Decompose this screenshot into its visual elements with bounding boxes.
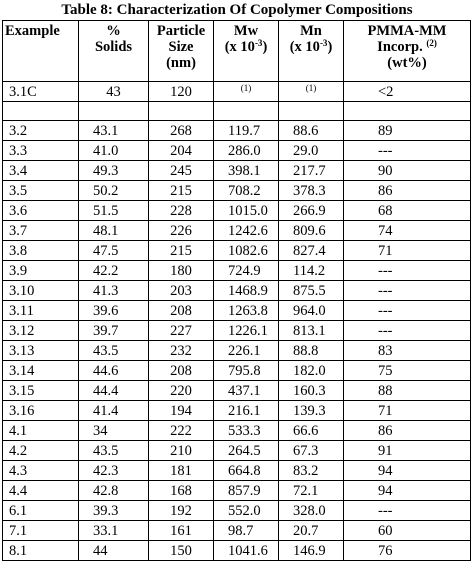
cell-particle-size: 208 <box>149 301 214 321</box>
table-row <box>3 201 471 221</box>
table-row <box>3 241 471 261</box>
cell-particle-size: 120 <box>149 82 214 102</box>
cell-mw: 1082.6 <box>214 241 279 261</box>
cell-solids: 47.5 <box>79 241 149 261</box>
cell-mn <box>279 82 344 102</box>
cell-particle-size: 220 <box>149 381 214 401</box>
cell-pmma-incorp: --- <box>344 141 471 161</box>
cell-solids: 34 <box>79 421 149 441</box>
table-row <box>3 121 471 141</box>
cell-pmma-incorp: --- <box>344 301 471 321</box>
cell-pmma-incorp: 75 <box>344 361 471 381</box>
table-row <box>3 541 471 561</box>
cell-mn: 217.7 <box>279 161 344 181</box>
cell-solids: 49.3 <box>79 161 149 181</box>
cell-mn: 66.6 <box>279 421 344 441</box>
cell-pmma-incorp: --- <box>344 261 471 281</box>
table-row <box>3 301 471 321</box>
cell-solids: 39.6 <box>79 301 149 321</box>
cell-particle-size: 228 <box>149 201 214 221</box>
cell-particle-size: 210 <box>149 441 214 461</box>
table-row <box>3 341 471 361</box>
cell-pmma-incorp: 76 <box>344 541 471 561</box>
copolymer-table <box>2 20 471 561</box>
cell-example: 6.1 <box>3 501 79 521</box>
cell-solids: 44.4 <box>79 381 149 401</box>
cell-solids: 43.5 <box>79 341 149 361</box>
cell-example: 7.1 <box>3 521 79 541</box>
footnote-1-mw: (1) <box>240 82 252 93</box>
cell-example: 4.1 <box>3 421 79 441</box>
cell-example: 3.16 <box>3 401 79 421</box>
cell-mw: 1041.6 <box>214 541 279 561</box>
cell-example: 3.9 <box>3 261 79 281</box>
cell-mw: 1226.1 <box>214 321 279 341</box>
table-row <box>3 281 471 301</box>
cell-particle-size: 215 <box>149 241 214 261</box>
cell-particle-size: 208 <box>149 361 214 381</box>
cell-mn: 88.6 <box>279 121 344 141</box>
cell-mn: 20.7 <box>279 521 344 541</box>
table-row <box>3 161 471 181</box>
footnote-1-mn: (1) <box>305 82 317 93</box>
cell-mn: 827.4 <box>279 241 344 261</box>
cell-pmma-incorp: 83 <box>344 341 471 361</box>
cell-particle-size: 168 <box>149 481 214 501</box>
cell-mn: 813.1 <box>279 321 344 341</box>
cell-example: 3.4 <box>3 161 79 181</box>
table-title: Table 8: Characterization Of Copolymer Compositions <box>61 2 413 18</box>
table-row-3-1c <box>3 82 471 102</box>
cell-example: 3.7 <box>3 221 79 241</box>
cell-pmma-incorp: --- <box>344 281 471 301</box>
cell-particle-size: 215 <box>149 181 214 201</box>
cell-pmma-incorp: 94 <box>344 461 471 481</box>
cell-mn: 29.0 <box>279 141 344 161</box>
header-pmma-incorp: PMMA-MM Incorp. $^{(2)}$ (wt%) <box>344 21 471 82</box>
table-row <box>3 461 471 481</box>
cell-solids: 43.1 <box>79 121 149 141</box>
cell-mw: 1468.9 <box>214 281 279 301</box>
cell-mn: 964.0 <box>279 301 344 321</box>
cell-pmma-incorp: 94 <box>344 481 471 501</box>
cell-mw: 552.0 <box>214 501 279 521</box>
table-row <box>3 481 471 501</box>
cell-mw: 98.7 <box>214 521 279 541</box>
table-row <box>3 321 471 341</box>
cell-example: 3.15 <box>3 381 79 401</box>
cell-mn: 378.3 <box>279 181 344 201</box>
cell-solids: 41.0 <box>79 141 149 161</box>
cell-solids: 43 <box>79 82 149 102</box>
table-row <box>3 421 471 441</box>
header-solids: % Solids <box>79 21 149 82</box>
cell-pmma-incorp: 88 <box>344 381 471 401</box>
cell-solids: 42.8 <box>79 481 149 501</box>
cell-mn: 160.3 <box>279 381 344 401</box>
cell-example: 3.8 <box>3 241 79 261</box>
cell-particle-size: 150 <box>149 541 214 561</box>
cell-pmma-incorp: 71 <box>344 401 471 421</box>
cell-mw: 724.9 <box>214 261 279 281</box>
cell-mn: 72.1 <box>279 481 344 501</box>
table-row <box>3 521 471 541</box>
cell-solids: 42.2 <box>79 261 149 281</box>
cell-mn: 146.9 <box>279 541 344 561</box>
cell-mw: 226.1 <box>214 341 279 361</box>
cell-mw: 708.2 <box>214 181 279 201</box>
table-row <box>3 141 471 161</box>
table-row <box>3 181 471 201</box>
cell-particle-size: 180 <box>149 261 214 281</box>
header-mw: Mw (x $10^{-3}$) <box>214 21 279 82</box>
cell-particle-size: 204 <box>149 141 214 161</box>
cell-mn: 139.3 <box>279 401 344 421</box>
cell-solids: 44 <box>79 541 149 561</box>
cell-pmma-incorp: <2 <box>344 82 471 102</box>
cell-mw: 664.8 <box>214 461 279 481</box>
cell-solids: 44.6 <box>79 361 149 381</box>
cell-pmma-incorp: 90 <box>344 161 471 181</box>
cell-solids: 50.2 <box>79 181 149 201</box>
cell-solids: 39.3 <box>79 501 149 521</box>
cell-mw: 1263.8 <box>214 301 279 321</box>
table-row <box>3 401 471 421</box>
cell-particle-size: 203 <box>149 281 214 301</box>
cell-example: 3.2 <box>3 121 79 141</box>
cell-mn: 328.0 <box>279 501 344 521</box>
cell-mn: 875.5 <box>279 281 344 301</box>
cell-particle-size: 227 <box>149 321 214 341</box>
cell-example: 3.14 <box>3 361 79 381</box>
cell-solids: 41.3 <box>79 281 149 301</box>
cell-example: 3.3 <box>3 141 79 161</box>
cell-pmma-incorp: 74 <box>344 221 471 241</box>
cell-example: 4.2 <box>3 441 79 461</box>
cell-pmma-incorp: 60 <box>344 521 471 541</box>
cell-mw: 1015.0 <box>214 201 279 221</box>
cell-solids: 39.7 <box>79 321 149 341</box>
cell-particle-size: 232 <box>149 341 214 361</box>
cell-mw: 216.1 <box>214 401 279 421</box>
table-row <box>3 361 471 381</box>
cell-pmma-incorp: 86 <box>344 421 471 441</box>
cell-example: 3.10 <box>3 281 79 301</box>
cell-example: 3.12 <box>3 321 79 341</box>
cell-solids: 43.5 <box>79 441 149 461</box>
cell-example: 3.5 <box>3 181 79 201</box>
cell-mn: 114.2 <box>279 261 344 281</box>
cell-solids: 48.1 <box>79 221 149 241</box>
cell-particle-size: 222 <box>149 421 214 441</box>
header-example: Example <box>3 21 79 82</box>
cell-example: 3.11 <box>3 301 79 321</box>
cell-example: 8.1 <box>3 541 79 561</box>
cell-example: 3.13 <box>3 341 79 361</box>
cell-mn: 266.9 <box>279 201 344 221</box>
cell-mw: 795.8 <box>214 361 279 381</box>
cell-particle-size: 161 <box>149 521 214 541</box>
table-row <box>3 381 471 401</box>
spacer-row <box>3 102 471 121</box>
cell-solids: 51.5 <box>79 201 149 221</box>
cell-mw <box>214 82 279 102</box>
cell-example: 4.3 <box>3 461 79 481</box>
cell-particle-size: 192 <box>149 501 214 521</box>
cell-mw: 1242.6 <box>214 221 279 241</box>
cell-mn: 88.8 <box>279 341 344 361</box>
cell-mw: 398.1 <box>214 161 279 181</box>
header-mn: Mn (x $10^{-3}$) <box>279 21 344 82</box>
table-row <box>3 441 471 461</box>
cell-mn: 67.3 <box>279 441 344 461</box>
cell-pmma-incorp: --- <box>344 501 471 521</box>
cell-pmma-incorp: 86 <box>344 181 471 201</box>
header-row <box>3 21 471 82</box>
cell-particle-size: 226 <box>149 221 214 241</box>
cell-mn: 809.6 <box>279 221 344 241</box>
cell-example: 4.4 <box>3 481 79 501</box>
cell-pmma-incorp: 68 <box>344 201 471 221</box>
cell-example: 3.6 <box>3 201 79 221</box>
cell-particle-size: 194 <box>149 401 214 421</box>
cell-mw: 437.1 <box>214 381 279 401</box>
cell-particle-size: 268 <box>149 121 214 141</box>
cell-mw: 119.7 <box>214 121 279 141</box>
cell-solids: 41.4 <box>79 401 149 421</box>
table-row <box>3 221 471 241</box>
cell-pmma-incorp: 71 <box>344 241 471 261</box>
cell-example: 3.1C <box>3 82 79 102</box>
cell-mw: 286.0 <box>214 141 279 161</box>
header-particle-size: Particle Size (nm) <box>149 21 214 82</box>
cell-mw: 857.9 <box>214 481 279 501</box>
cell-pmma-incorp: 91 <box>344 441 471 461</box>
cell-particle-size: 245 <box>149 161 214 181</box>
cell-mw: 264.5 <box>214 441 279 461</box>
table-row <box>3 501 471 521</box>
cell-mn: 182.0 <box>279 361 344 381</box>
table-row <box>3 261 471 281</box>
cell-mn: 83.2 <box>279 461 344 481</box>
cell-particle-size: 181 <box>149 461 214 481</box>
cell-mw: 533.3 <box>214 421 279 441</box>
cell-pmma-incorp: 89 <box>344 121 471 141</box>
cell-solids: 42.3 <box>79 461 149 481</box>
cell-pmma-incorp: --- <box>344 321 471 341</box>
cell-solids: 33.1 <box>79 521 149 541</box>
